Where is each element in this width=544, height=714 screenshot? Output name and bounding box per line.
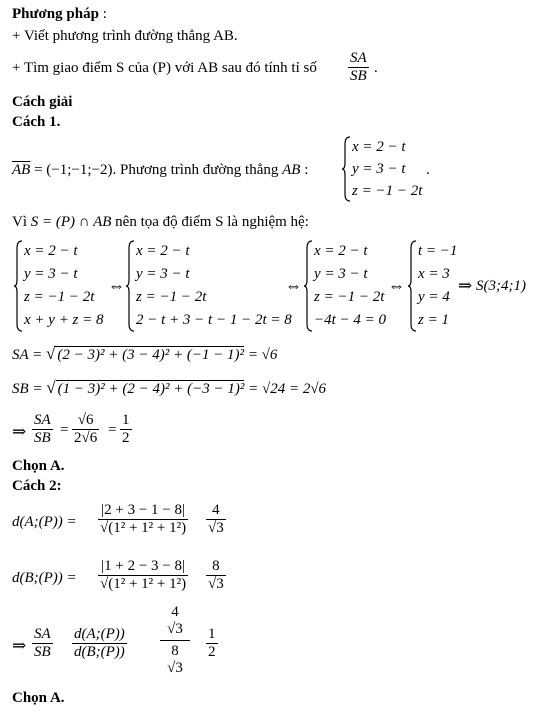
compound-num-top: 4 (171, 604, 179, 620)
frac-den: 2 (208, 644, 216, 660)
frac-num: |1 + 2 − 3 − 8| (98, 558, 188, 576)
step2-period: . (374, 60, 378, 76)
ab-vector: $\overline{AB}$ (12, 162, 31, 178)
system-row: x = 2 − t (24, 243, 78, 259)
system-row: y = 3 − t (314, 266, 368, 282)
system-row: x = 3 (418, 266, 450, 282)
step2-ratio (348, 50, 369, 85)
vi-math: S = (P) ∩ AB (30, 214, 112, 230)
frac-den: √3 (208, 576, 224, 592)
brace-d (408, 240, 418, 332)
ratio-arrow: ⇒ (12, 422, 27, 441)
frac-num: d(A;(P)) (74, 626, 125, 642)
frac-num: |2 + 3 − 1 − 8| (98, 502, 188, 520)
sb-radicand: (1 − 3)² + (2 − 4)² + (−3 − 1)² (57, 381, 245, 397)
method-title: Phương pháp (12, 6, 99, 22)
sa-equation: SA = √ (2 − 3)² + (3 − 4)² + (−1 − 1)² = √6 (12, 344, 278, 363)
system-row: x = 2 − t (352, 139, 406, 155)
system-c (314, 240, 386, 332)
system-a (24, 240, 104, 332)
line-ab-system (352, 136, 422, 202)
brace-a (14, 240, 24, 332)
implies-symbol: ⇒ (458, 276, 473, 295)
intersection-statement (12, 214, 309, 231)
ab-vector-value: = (−1;−1;−2). Phương trình đường thẳng (30, 162, 283, 178)
compound-den-bottom: √3 (167, 660, 183, 676)
dA-lhs: d(A;(P)) = (12, 514, 77, 530)
step2-text: + Tìm giao điểm S của (P) với AB sau đó tính tỉ số (12, 60, 317, 76)
system-row: z = −1 − 2t (136, 289, 207, 305)
final-distance-ratio (72, 626, 127, 661)
frac-num: 4 (206, 502, 226, 520)
system-row: t = −1 (418, 243, 458, 259)
equiv-symbol: ⇔ (108, 276, 125, 295)
frac-den: SB (34, 430, 51, 446)
system-row: z = −1 − 2t (314, 289, 385, 305)
ratio-numerator: SA (350, 50, 367, 66)
frac-num: 1 (122, 412, 130, 428)
system-row: z = 1 (418, 312, 449, 328)
frac-den: d(B;(P)) (74, 644, 125, 660)
final-result (206, 626, 218, 661)
vi-rest: nên tọa độ điểm S là nghiệm hệ: (111, 214, 309, 230)
dA-fraction (98, 502, 188, 537)
ratio-denominator: SB (350, 68, 367, 84)
frac-num: SA (34, 412, 51, 428)
frac-num: √6 (72, 412, 99, 430)
frac-den: √(1² + 1² + 1²) (100, 520, 187, 536)
system-row: y = 3 − t (352, 161, 406, 177)
equiv-symbol: ⇔ (388, 276, 405, 295)
ratio-sa-sb (32, 412, 53, 447)
system-row: 2 − t + 3 − t − 1 − 2t = 8 (136, 312, 292, 328)
ab-label: AB (282, 162, 301, 178)
frac-den: SB (34, 644, 51, 660)
sa-rhs: = √6 (244, 347, 278, 363)
system-row: x + y + z = 8 (24, 312, 104, 328)
brace-b (126, 240, 136, 332)
ab-colon: : (300, 162, 309, 178)
compound-fraction-bar (160, 640, 190, 641)
frac-den: 2 (122, 430, 130, 446)
compound-num-bottom: √3 (167, 621, 183, 637)
system-row: x = 2 − t (314, 243, 368, 259)
sb-lhs: SB = (12, 381, 47, 397)
brace-c (304, 240, 314, 332)
system-row: y = 3 − t (136, 266, 190, 282)
final-sa-sb (32, 626, 53, 661)
equiv-symbol: ⇔ (285, 276, 302, 295)
answer-1: Chọn A. (12, 458, 65, 474)
point-s-result: S(3;4;1) (476, 278, 526, 294)
system-row: y = 3 − t (24, 266, 78, 282)
dB-result (206, 558, 226, 593)
equals: = (108, 422, 117, 438)
frac-num: SA (34, 626, 51, 642)
system-d (418, 240, 457, 332)
method-colon: : (98, 6, 107, 22)
sa-radicand: (2 − 3)² + (3 − 4)² + (−1 − 1)² (57, 347, 245, 363)
dB-fraction (98, 558, 188, 593)
dB-lhs: d(B;(P)) = (12, 570, 77, 586)
sa-lhs: SA = (12, 347, 47, 363)
frac-den: √3 (208, 520, 224, 536)
solution-heading: Cách giải (12, 94, 73, 110)
system-row: −4t − 4 = 0 (314, 312, 387, 328)
method-heading (12, 6, 107, 23)
method-step-1: + Viết phương trình đường thẳng AB. (12, 28, 238, 44)
dA-result (206, 502, 226, 537)
final-arrow: ⇒ (12, 636, 27, 655)
frac-num: 8 (206, 558, 226, 576)
system-brace (342, 136, 352, 202)
system-period: . (426, 162, 430, 178)
system-b (136, 240, 292, 332)
system-row: x = 2 − t (136, 243, 190, 259)
frac-den: √(1² + 1² + 1²) (100, 576, 187, 592)
system-row: y = 4 (418, 289, 450, 305)
vi-text: Vì (12, 214, 31, 230)
method2-heading: Cách 2: (12, 478, 62, 494)
ratio-half (120, 412, 132, 447)
sb-equation: SB = √ (1 − 3)² + (2 − 4)² + (−3 − 1)² = √24 = 2√6 (12, 378, 327, 397)
ratio-sqrt (72, 412, 99, 447)
frac-num: 1 (208, 626, 216, 642)
system-row: z = −1 − 2t (352, 183, 423, 199)
frac-den: 2√6 (74, 430, 98, 446)
answer-2: Chọn A. (12, 690, 65, 706)
compound-den-top: 8 (171, 643, 179, 659)
system-row: z = −1 − 2t (24, 289, 95, 305)
final-compound-fraction (160, 604, 190, 677)
ab-vector-line (12, 162, 308, 179)
method1-heading: Cách 1. (12, 114, 61, 130)
equals: = (60, 422, 69, 438)
sb-rhs: = √24 = 2√6 (244, 381, 327, 397)
